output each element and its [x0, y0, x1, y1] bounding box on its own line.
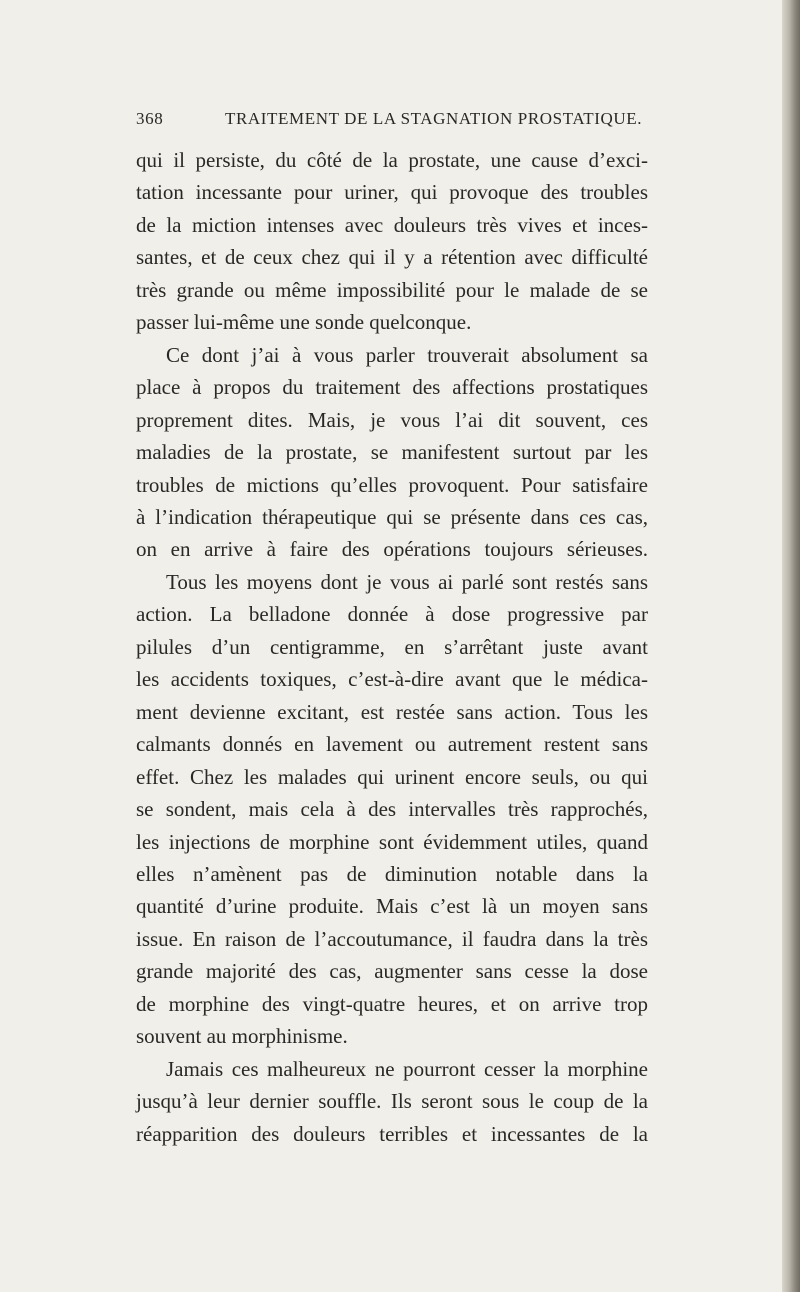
text-line: maladies de la prostate, se manifestent surtout par les: [136, 440, 648, 465]
running-title: TRAITEMENT DE LA STAGNATION PROSTATIQUE.: [225, 109, 643, 128]
line-text: Jamais ces malheureux ne pourront cesser la morphine: [166, 1056, 648, 1081]
text-line: effet. Chez les malades qui urinent encore seuls, ou qui: [136, 764, 648, 789]
text-line: les injections de morphine sont évidemment utiles, quand: [136, 829, 648, 854]
text-line: réapparition des douleurs terribles et incessantes de la: [136, 1121, 648, 1146]
text-line: souvent au morphinisme.: [136, 1024, 348, 1049]
text-line: se sondent, mais cela à des intervalles très rapprochés,: [136, 797, 648, 822]
text-line: action. La belladone donnée à dose progressive par: [136, 602, 648, 627]
text-line: santes, et de ceux chez qui il y a rétention avec difficulté: [136, 245, 648, 270]
text-line: pilules d’un centigramme, en s’arrêtant juste avant: [136, 634, 648, 659]
text-line: [136, 339, 648, 371]
text-line: issue. En raison de l’accoutumance, il faudra dans la très: [136, 926, 648, 951]
text-line: qui il persiste, du côté de la prostate, une cause d’exci-: [136, 148, 648, 172]
text-line: grande majorité des cas, augmenter sans cesse la dose: [136, 959, 648, 984]
text-line: de morphine des vingt-quatre heures, et on arrive trop: [136, 991, 648, 1016]
text-line: [136, 566, 648, 598]
text-line: de la miction intenses avec douleurs très vives et inces-: [136, 212, 648, 237]
text-line: jusqu’à leur dernier souffle. Ils seront sous le coup de la: [136, 1089, 648, 1114]
page-number: 368: [136, 109, 164, 128]
line-text: Tous les moyens dont je vous ai parlé sont restés sans: [166, 569, 648, 594]
text-line: quantité d’urine produite. Mais c’est là un moyen sans: [136, 894, 648, 919]
text-line: très grande ou même impossibilité pour le malade de se: [136, 277, 648, 302]
text-line: à l’indication thérapeutique qui se présente dans ces cas,: [136, 504, 648, 529]
text-line: passer lui-même une sonde quelconque.: [136, 310, 472, 335]
text-line: [136, 1053, 648, 1085]
text-line: place à propos du traitement des affections prostatiques: [136, 375, 648, 400]
body-text: [136, 144, 648, 1150]
text-line: tation incessante pour uriner, qui provoque des troubles: [136, 180, 648, 205]
text-line: les accidents toxiques, c’est-à-dire avant que le médica-: [136, 667, 648, 692]
text-line: troubles de mictions qu’elles provoquent. Pour satisfaire: [136, 472, 648, 497]
text-line: calmants donnés en lavement ou autrement restent sans: [136, 732, 648, 757]
text-line: elles n’amènent pas de diminution notable dans la: [136, 861, 648, 886]
line-text: Ce dont j’ai à vous parler trouverait absolument sa: [166, 342, 648, 367]
text-line: proprement dites. Mais, je vous l’ai dit souvent, ces: [136, 407, 648, 432]
text-line: ment devienne excitant, est restée sans action. Tous les: [136, 699, 648, 724]
text-line: on en arrive à faire des opérations toujours sérieuses.: [136, 537, 648, 562]
page-edge-shadow: [782, 0, 800, 1292]
page-header: [136, 109, 648, 133]
